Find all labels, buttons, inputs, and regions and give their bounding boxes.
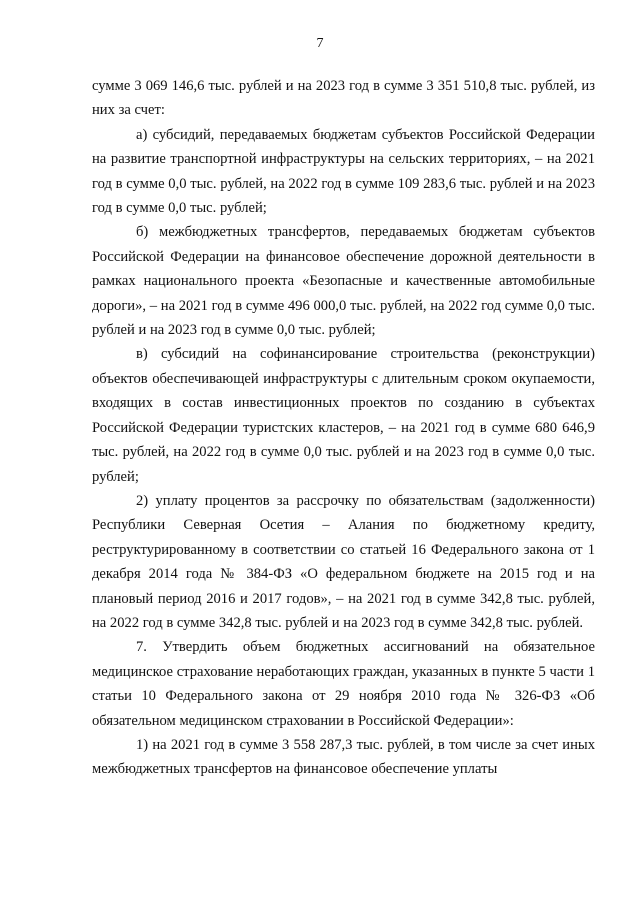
paragraph-section-7: 7. Утвердить объем бюджетных ассигнований на обязательное медицинское страхование неработающих граждан, указанных в пункте 5 части 1 статьи 10 Федерального закона от 29 ноября 2010 года № 326-ФЗ «Об обязательном медицинском страховании в Российской Федерации»:	[92, 639, 595, 729]
paragraph-item-v: в) субсидий на софинансирование строительства (реконструкции) объектов обеспечивающей инфраструктуры с длительным сроком окупаемости, входящих в состав инвестиционных проектов по созданию в субъектах Российской Федерации туристских кластеров, – на 2021 год в сумме 680 646,9 тыс. рублей, на 2022 год в сумме 0,0 тыс. рублей и на 2023 год в сумме 0,0 тыс. рублей;	[92, 346, 595, 485]
document-body	[92, 74, 595, 782]
paragraph-item-b: б) межбюджетных трансфертов, передаваемых бюджетам субъектов Российской Федерации на финансовое обеспечение дорожной деятельности в рамках национального проекта «Безопасные и качественные автомобильные дороги», – на 2021 год в сумме 496 000,0 тыс. рублей, на 2022 год сумме 0,0 тыс. рублей и на 2023 год в сумме 0,0 тыс. рублей;	[92, 224, 595, 339]
paragraph-item-2: 2) уплату процентов за рассрочку по обязательствам (задолженности) Республики Северная Осетия – Алания по бюджетному кредиту, реструктурированному в соответствии со статьей 16 Федерального закона от 1 декабря 2014 года № 384-ФЗ «О федеральном бюджете на 2015 год и на плановый период 2016 и 2017 годов», – на 2021 год в сумме 342,8 тыс. рублей, на 2022 год в сумме 342,8 тыс. рублей и на 2023 год в сумме 342,8 тыс. рублей.	[92, 492, 595, 631]
paragraph-item-a: а) субсидий, передаваемых бюджетам субъектов Российской Федерации на развитие транспортной инфраструктуры на сельских территориях, – на 2021 год в сумме 0,0 тыс. рублей, на 2022 год в сумме 109 283,6 тыс. рублей и на 2023 год в сумме 0,0 тыс. рублей;	[92, 126, 595, 217]
paragraph-continuation: сумме 3 069 146,6 тыс. рублей и на 2023 год в сумме 3 351 510,8 тыс. рублей, из них за счет:	[92, 78, 595, 119]
paragraph-item-1: 1) на 2021 год в сумме 3 558 287,3 тыс. рублей, в том числе за счет иных межбюджетных трансфертов на финансовое обеспечение уплаты	[92, 736, 595, 778]
page-number: 7	[316, 36, 324, 51]
